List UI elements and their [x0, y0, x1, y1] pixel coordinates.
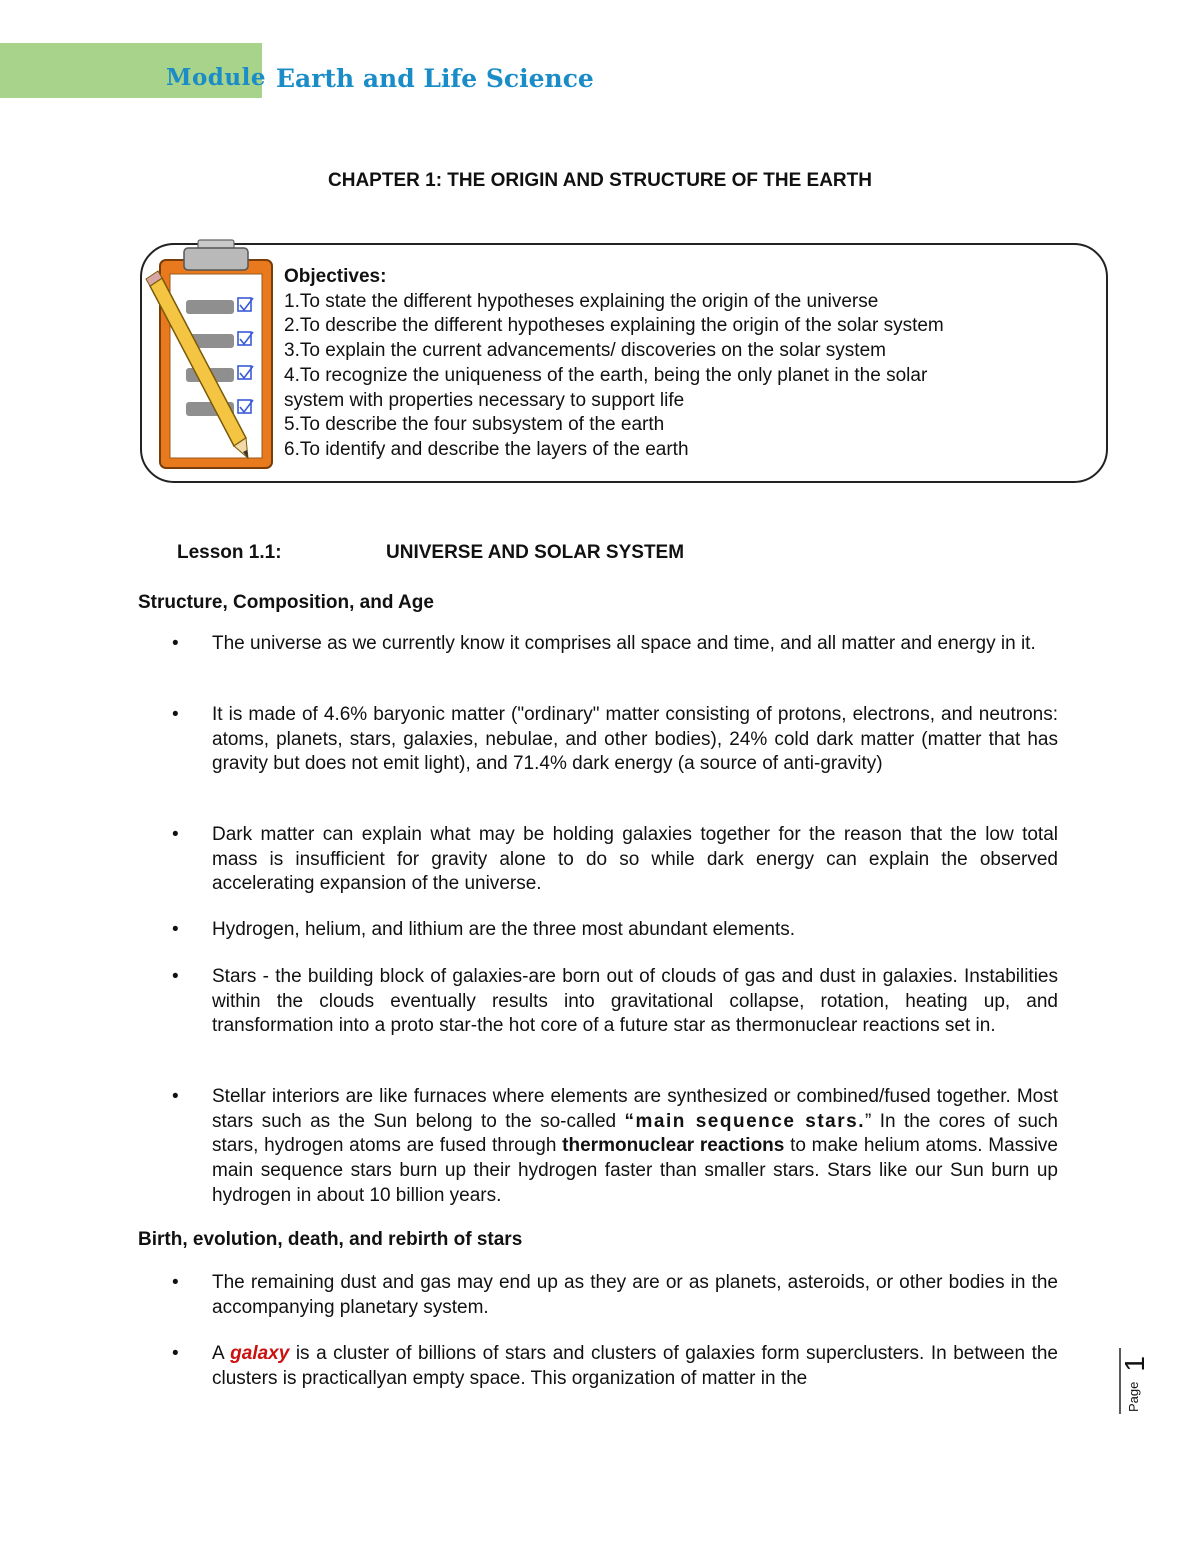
- objectives-heading: Objectives:: [284, 266, 387, 287]
- objectives-text: [284, 265, 944, 463]
- bullet-dot: •: [172, 966, 179, 987]
- page-label: Page: [1126, 1381, 1141, 1412]
- bullet-dot: •: [172, 633, 179, 654]
- page-number-marker: [1108, 1346, 1158, 1416]
- module-label: Module: [166, 64, 266, 91]
- bullet-text: Stars - the building block of galaxies-are born out of clouds of gas and dust in galaxies. Instabilities within the clouds eventually results into gravitational collapse, rotation, heating up, and transformation into a proto star-the hot core of a future star as thermonuclear reactions set in.: [212, 966, 1058, 1037]
- objective-item: 1.To state the different hypotheses explaining the origin of the universe: [284, 290, 879, 312]
- lesson-label: Lesson 1.1:: [177, 542, 282, 563]
- bullet-text: It is made of 4.6% baryonic matter ("ordinary" matter consisting of protons, electrons, and neutrons: atoms, planets, stars, galaxies, nebulae, and other bodies), 24% cold dark matter (matter that has gravity but does not emit light), and 71.4% dark energy (a source of anti-gravity): [212, 704, 1058, 775]
- section-heading: Structure, Composition, and Age: [138, 592, 434, 613]
- objective-item: 5.To describe the four subsystem of the earth: [284, 414, 665, 436]
- chapter-title: CHAPTER 1: THE ORIGIN AND STRUCTURE OF THE EARTH: [328, 170, 872, 191]
- lesson-title: UNIVERSE AND SOLAR SYSTEM: [386, 542, 685, 563]
- bullet-dot: •: [172, 919, 179, 940]
- objective-item: 3.To explain the current advancements/ discoveries on the solar system: [284, 340, 886, 362]
- bullet-text: The universe as we currently know it comprises all space and time, and all matter and energy in it.: [212, 633, 1036, 654]
- galaxy-term: galaxy: [230, 1343, 290, 1364]
- bullet-text-stellar: Stellar interiors are like furnaces where elements are synthesized or combined/fused together. Most stars such as the Sun belong to the so-called “main sequence stars.” In the cores of such stars, hydrogen atoms are fused through thermonuclear reactions to make helium atoms. Massive main sequence stars burn up their hydrogen faster than smaller stars. Stars like our Sun burn up hydrogen in about 10 billion years.: [212, 1086, 1059, 1206]
- bullet-text: Hydrogen, helium, and lithium are the three most abundant elements.: [212, 919, 795, 940]
- bullet-dot: •: [172, 1086, 179, 1107]
- objective-item: 6.To identify and describe the layers of the earth: [284, 438, 689, 460]
- objective-item-continued: system with properties necessary to support life: [284, 389, 685, 411]
- bullet-dot: •: [172, 824, 179, 845]
- module-title: Earth and Life Science: [276, 64, 594, 93]
- bullet-text: The remaining dust and gas may end up as they are or as planets, asteroids, or other bodies in the accompanying planetary system.: [212, 1272, 1058, 1318]
- objective-item: 2.To describe the different hypotheses explaining the origin of the solar system: [284, 315, 944, 337]
- bullet-dot: •: [172, 704, 179, 725]
- page-number: 1: [1119, 1356, 1150, 1372]
- bullet-dot: •: [172, 1343, 179, 1364]
- bullet-text-galaxy: A galaxy is a cluster of billions of stars and clusters of galaxies form superclusters. In between the clusters is practicallyan empty space. This organization of matter in the: [212, 1343, 1058, 1389]
- bullet-dot: •: [172, 1272, 179, 1293]
- bullet-text: Dark matter can explain what may be holding galaxies together for the reason that the low total mass is insufficient for gravity alone to do so while dark energy can explain the observed accelerating expansion of the universe.: [212, 824, 1058, 895]
- clipboard-checklist-icon: [142, 236, 282, 481]
- objective-item: 4.To recognize the uniqueness of the earth, being the only planet in the solar: [284, 364, 928, 386]
- section-heading: Birth, evolution, death, and rebirth of stars: [138, 1229, 523, 1250]
